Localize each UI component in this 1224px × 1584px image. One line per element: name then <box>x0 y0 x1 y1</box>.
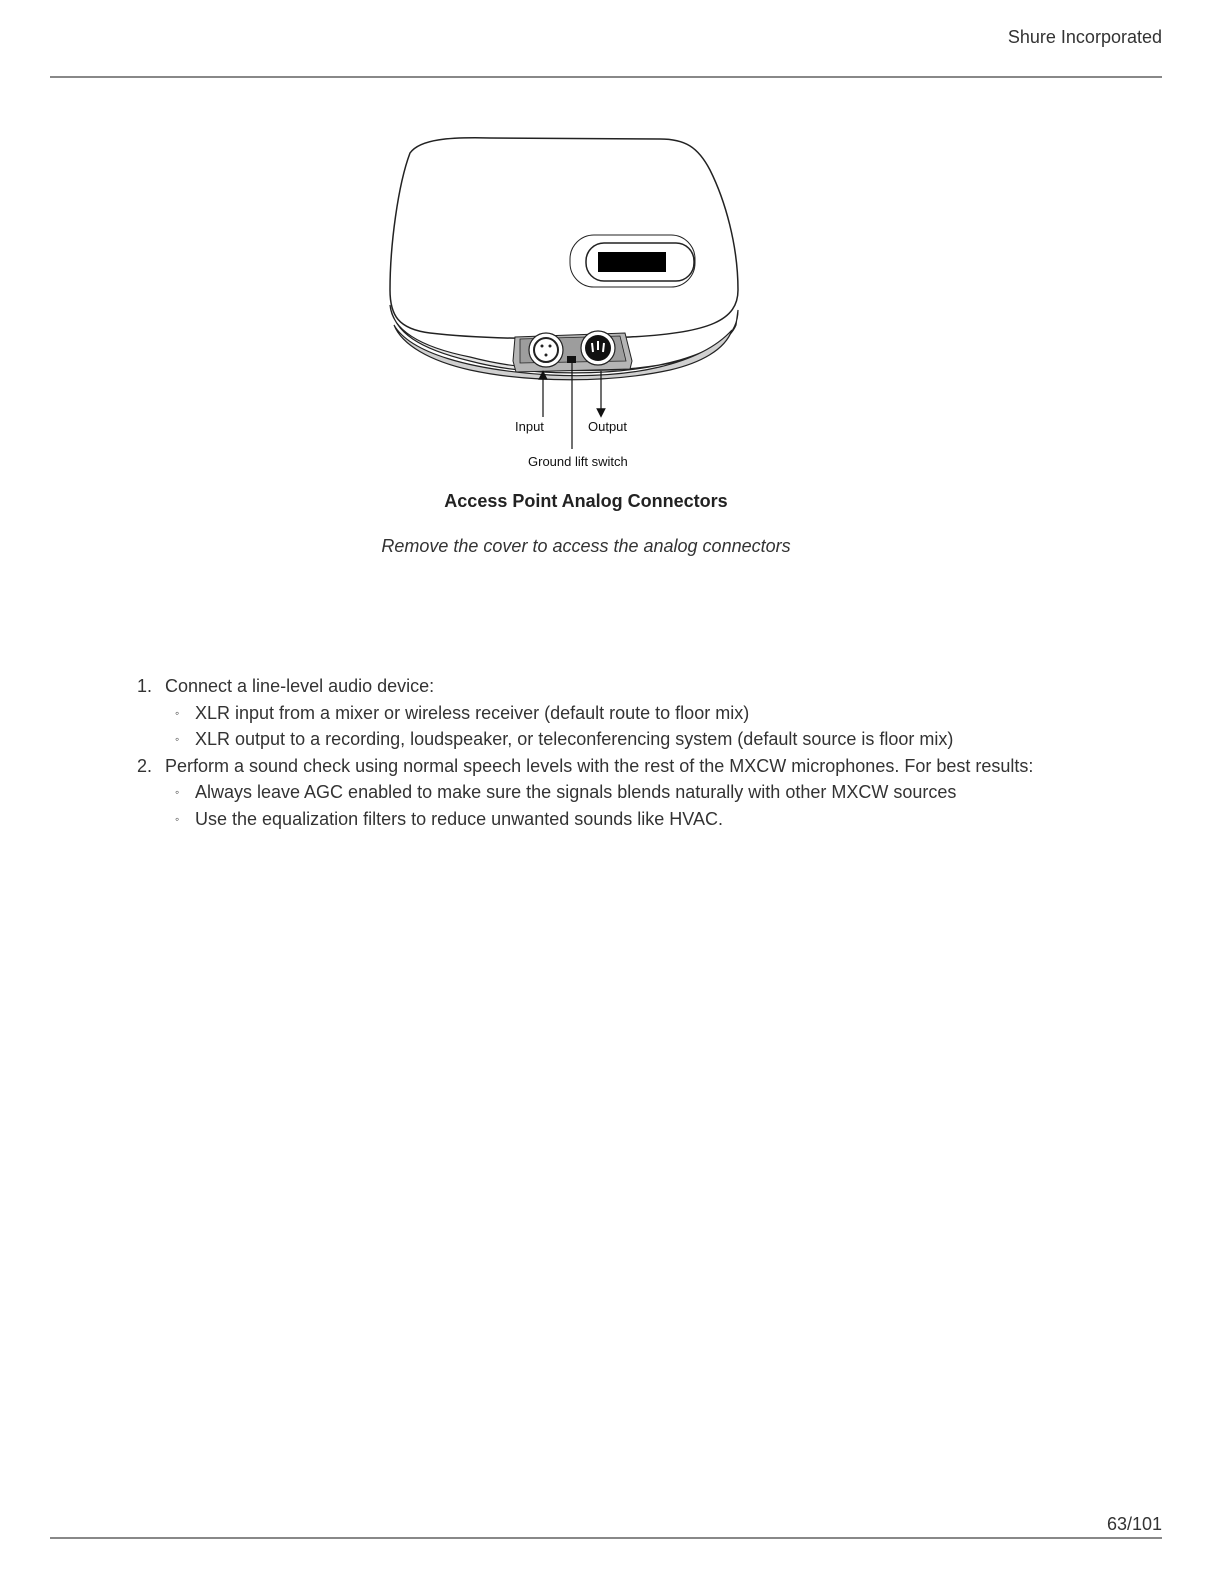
figure-subtitle: Remove the cover to access the analog connectors <box>381 536 791 556</box>
bullet-text: Always leave AGC enabled to make sure the signals blends naturally with other MXCW sources <box>195 782 957 802</box>
label-output: Output <box>588 419 628 434</box>
header-rule <box>50 76 1162 78</box>
figure-title: Access Point Analog Connectors <box>444 491 728 511</box>
step-2 <box>137 753 1033 833</box>
access-point-figure <box>380 125 760 485</box>
step-text: Perform a sound check using normal speech levels with the rest of the MXCW microphones. For best results: <box>165 755 1034 776</box>
device-top <box>390 138 738 339</box>
bullet-item <box>175 806 1033 833</box>
step-number: 2. <box>137 755 153 776</box>
bullet-text: XLR input from a mixer or wireless receiver (default route to floor mix) <box>195 702 750 723</box>
bullet-text: Use the equalization filters to reduce unwanted sounds like HVAC. <box>195 808 723 829</box>
bullet-marker: ◦ <box>175 732 180 746</box>
bullet-item <box>175 700 1033 727</box>
instruction-steps <box>137 673 1033 832</box>
step-2-bullets <box>165 779 1033 832</box>
display-screen <box>598 252 666 272</box>
label-ground-lift: Ground lift switch <box>528 454 628 469</box>
bullet-item <box>175 779 1033 806</box>
footer-rule <box>50 1537 1162 1539</box>
bullet-text: XLR output to a recording, loudspeaker, or teleconferencing system (default source is floor mix) <box>195 729 954 749</box>
header-company: Shure Incorporated <box>1007 27 1162 47</box>
step-1-bullets <box>165 700 1033 753</box>
access-point-illustration <box>380 125 760 485</box>
bullet-item <box>175 726 1033 753</box>
step-1 <box>137 673 1033 753</box>
page-number: 63/101 <box>1106 1514 1162 1534</box>
ground-lift-switch <box>567 356 576 363</box>
step-number: 1. <box>137 676 153 696</box>
label-input: Input <box>515 419 544 434</box>
step-text: Connect a line-level audio device: <box>165 676 435 696</box>
bullet-marker: ◦ <box>175 705 180 720</box>
bullet-marker: ◦ <box>175 785 180 799</box>
bullet-marker: ◦ <box>175 811 180 826</box>
